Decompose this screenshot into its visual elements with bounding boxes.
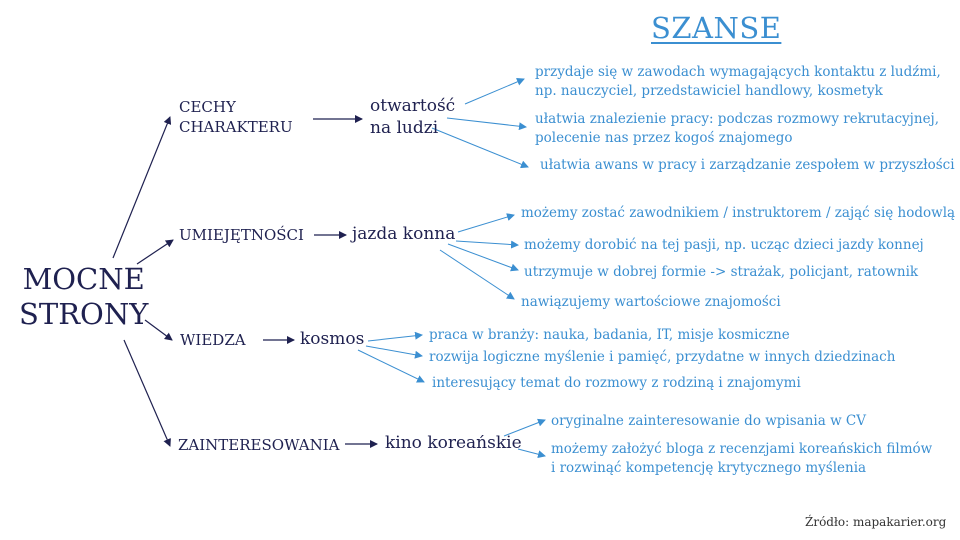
benefit-line: ułatwia znalezienie pracy: podczas rozmowy rekrutacyjnej, xyxy=(535,111,940,127)
item-line: kino koreańskie xyxy=(385,433,522,453)
benefit-line: możemy dorobić na tej pasji, np. ucząc dzieci jazdy konnej xyxy=(524,237,924,253)
arrow-jazda-benefit-2 xyxy=(456,241,518,245)
category-line: CECHY xyxy=(179,98,236,116)
item-line: otwartość xyxy=(370,96,456,116)
arrow-root-umiejetnosci xyxy=(137,240,173,264)
item-kosmos xyxy=(300,329,364,351)
benefit-line: możemy zostać zawodnikiem / instruktorem / zająć się hodowlą xyxy=(521,205,956,221)
benefit-line: nawiązujemy wartościowe znajomości xyxy=(521,294,781,310)
benefit-line: utrzymuje w dobrej formie -> strażak, policjant, ratownik xyxy=(524,264,919,280)
benefit-2-3 xyxy=(524,263,918,282)
benefit-line: rozwija logiczne myślenie i pamięć, przydatne w innych dziedzinach xyxy=(429,349,896,365)
benefit-4-2 xyxy=(551,440,932,477)
benefit-1-1 xyxy=(535,63,941,100)
arrow-root-wiedza xyxy=(145,320,172,340)
benefit-line: interesujący temat do rozmowy z rodziną i znajomymi xyxy=(432,375,801,391)
benefit-3-3 xyxy=(432,374,801,393)
benefit-line: oryginalne zainteresowanie do wpisania w CV xyxy=(551,413,867,429)
title-szanse: SZANSE xyxy=(651,11,782,45)
benefit-line: przydaje się w zawodach wymagających kontaktu z ludźmi, xyxy=(535,64,941,80)
item-line: kosmos xyxy=(300,329,365,349)
benefit-line: np. nauczyciel, przedstawiciel handlowy, kosmetyk xyxy=(535,82,883,99)
category-wiedza xyxy=(180,330,246,350)
item-kino-koreanskie xyxy=(385,433,522,455)
arrow-kosmos-benefit-1 xyxy=(368,335,422,341)
arrow-root-zainteresowania xyxy=(124,340,170,446)
category-umiejetnosci xyxy=(179,225,304,245)
arrow-kino-benefit-2 xyxy=(518,449,545,456)
arrow-otwartosc-benefit-2 xyxy=(447,118,526,127)
source-credit: Źródło: mapakarier.org xyxy=(805,515,947,529)
item-otwartosc xyxy=(370,96,455,140)
benefit-4-1 xyxy=(551,412,866,431)
benefit-line: polecenie nas przez kogoś znajomego xyxy=(535,129,793,146)
arrow-otwartosc-benefit-1 xyxy=(465,79,524,104)
benefit-2-2 xyxy=(524,236,924,255)
benefit-3-2 xyxy=(429,348,895,367)
benefit-1-2 xyxy=(535,110,939,147)
category-line: CHARAKTERU xyxy=(179,118,293,137)
category-line: ZAINTERESOWANIA xyxy=(178,436,340,454)
root-line-1: MOCNE xyxy=(22,262,145,296)
category-zainteresowania xyxy=(178,435,339,455)
benefit-2-1 xyxy=(521,204,955,223)
category-cechy-charakteru xyxy=(179,97,293,138)
arrow-jazda-benefit-1 xyxy=(458,215,514,232)
benefit-line: możemy założyć bloga z recenzjami koreańskich filmów xyxy=(551,441,933,457)
root-node xyxy=(19,262,148,333)
root-line-2: STRONY xyxy=(19,297,149,332)
benefit-3-1 xyxy=(429,326,790,345)
benefit-line: i rozwinąć kompetencję krytycznego myślenia xyxy=(551,459,867,476)
benefit-line: praca w branży: nauka, badania, IT, misje kosmiczne xyxy=(429,327,790,343)
category-line: UMIEJĘTNOŚCI xyxy=(179,226,304,244)
arrow-jazda-benefit-4 xyxy=(440,250,514,299)
category-line: WIEDZA xyxy=(180,331,246,349)
benefit-2-4 xyxy=(521,293,781,312)
item-line: na ludzi xyxy=(370,117,439,138)
item-jazda-konna xyxy=(352,224,455,246)
item-line: jazda konna xyxy=(352,224,456,244)
arrow-jazda-benefit-3 xyxy=(448,244,518,270)
arrow-root-cechy xyxy=(113,117,170,258)
arrow-kosmos-benefit-2 xyxy=(366,346,422,356)
benefit-line: ułatwia awans w pracy i zarządzanie zespołem w przyszłości xyxy=(540,157,955,173)
benefit-1-3 xyxy=(540,156,955,175)
